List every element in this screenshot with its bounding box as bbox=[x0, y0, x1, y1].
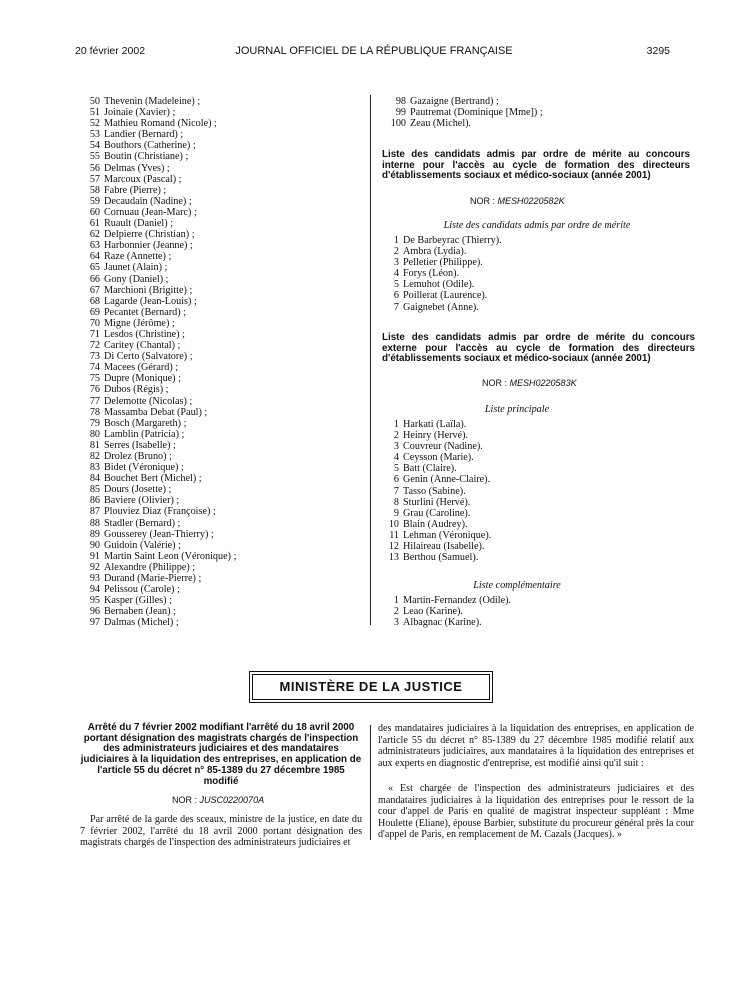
list-item bbox=[381, 463, 491, 474]
list-item bbox=[381, 508, 491, 519]
list-item bbox=[82, 440, 342, 451]
item-number: 7 bbox=[393, 485, 399, 497]
item-number: 58 bbox=[89, 184, 100, 196]
item-name: Gazaigne (Bertrand) ; bbox=[410, 96, 499, 107]
item-name: Genin (Anne-Claire). bbox=[403, 474, 491, 486]
list-item bbox=[82, 518, 342, 529]
item-name: Harbonnier (Jeanne) ; bbox=[104, 240, 193, 252]
list-item bbox=[82, 129, 342, 140]
nor-code: MESH0220582K bbox=[497, 196, 565, 206]
item-name: Di Certo (Salvatore) ; bbox=[104, 351, 193, 363]
item-name: Pelissou (Carole) ; bbox=[104, 584, 180, 596]
liste-complementaire-caption: Liste complémentaire bbox=[473, 580, 561, 591]
item-number: 69 bbox=[89, 306, 100, 318]
list-item bbox=[82, 251, 342, 262]
item-number: 1 bbox=[393, 419, 399, 430]
item-number: 80 bbox=[89, 428, 100, 440]
item-name: Jaunet (Alain) ; bbox=[104, 262, 168, 274]
column-divider bbox=[370, 725, 371, 840]
item-number: 13 bbox=[388, 552, 399, 564]
item-number: 2 bbox=[393, 246, 399, 258]
item-number: 12 bbox=[388, 541, 399, 553]
item-name: Mathieu Romand (Nicole) ; bbox=[104, 118, 217, 130]
list-item bbox=[381, 441, 491, 452]
nor-label: NOR : bbox=[470, 196, 496, 206]
nor-code: JUSC0220070A bbox=[199, 795, 265, 805]
list-item bbox=[82, 529, 342, 540]
item-name: Plouviez Diaz (Françoise) ; bbox=[104, 506, 216, 518]
list-item bbox=[82, 274, 342, 285]
list-item bbox=[82, 340, 342, 351]
item-number: 83 bbox=[89, 462, 100, 474]
item-name: Guidoin (Valérie) ; bbox=[104, 539, 181, 551]
item-name: Blain (Audrey). bbox=[403, 518, 468, 530]
item-number: 65 bbox=[89, 262, 100, 274]
item-name: Berthou (Samuel). bbox=[403, 552, 479, 564]
item-number: 57 bbox=[89, 173, 100, 185]
list-item bbox=[381, 257, 502, 268]
item-name: Albagnac (Karine). bbox=[403, 617, 482, 629]
item-number: 89 bbox=[89, 528, 100, 540]
list-item bbox=[82, 584, 342, 595]
item-number: 95 bbox=[89, 595, 100, 607]
item-number: 81 bbox=[89, 439, 100, 451]
item-name: Delmas (Yves) ; bbox=[104, 162, 170, 174]
item-name: Baviere (Olivier) ; bbox=[104, 495, 180, 507]
list-item bbox=[82, 240, 342, 251]
item-number: 3 bbox=[393, 617, 399, 629]
item-name: De Barbeyrac (Thierry). bbox=[403, 235, 502, 246]
item-name: Lagarde (Jean-Louis) ; bbox=[104, 295, 197, 307]
section-externe-nor bbox=[482, 378, 577, 388]
list-item bbox=[381, 235, 502, 246]
item-name: Delpierre (Christian) ; bbox=[104, 229, 195, 241]
item-number: 5 bbox=[393, 463, 399, 475]
list-item bbox=[381, 541, 491, 552]
list-item bbox=[82, 462, 342, 473]
item-number: 97 bbox=[89, 617, 100, 629]
nor-code: MESH0220583K bbox=[509, 378, 577, 388]
list-item bbox=[381, 486, 491, 497]
item-number: 66 bbox=[89, 273, 100, 285]
item-number: 59 bbox=[89, 195, 100, 207]
arrete-paragraph-1: Par arrêté de la garde des sceaux, ministre de la justice, en date du 7 février 2002, l'arrêté du 18 avril 2000 portant désignation des magistrats chargés de l'inspection des administrateurs judiciaires et bbox=[80, 814, 362, 848]
item-number: 4 bbox=[393, 268, 399, 280]
item-name: Joinaie (Xavier) ; bbox=[104, 107, 176, 119]
item-name: Decaudain (Nadine) ; bbox=[104, 195, 192, 207]
item-name: Durand (Marie-Pierre) ; bbox=[104, 573, 202, 585]
item-number: 7 bbox=[393, 301, 399, 313]
item-number: 61 bbox=[89, 218, 100, 230]
list-item bbox=[82, 562, 342, 573]
list-item bbox=[381, 419, 491, 430]
list-item bbox=[82, 617, 342, 628]
item-number: 1 bbox=[393, 235, 399, 246]
item-name: Dalmas (Michel) ; bbox=[104, 617, 179, 629]
arrete-nor bbox=[172, 795, 264, 805]
list-item bbox=[82, 207, 342, 218]
item-number: 92 bbox=[89, 561, 100, 573]
list-item bbox=[381, 474, 491, 485]
item-number: 56 bbox=[89, 162, 100, 174]
item-name: Landier (Bernard) ; bbox=[104, 129, 184, 141]
item-number: 6 bbox=[393, 290, 399, 302]
item-name: Dupre (Monique) ; bbox=[104, 373, 181, 385]
item-name: Martin Saint Leon (Véronique) ; bbox=[104, 550, 237, 562]
page-header bbox=[0, 0, 748, 57]
list-item bbox=[82, 329, 342, 340]
list-item bbox=[381, 430, 491, 441]
list-item bbox=[82, 573, 342, 584]
list-item bbox=[82, 163, 342, 174]
list-item bbox=[82, 351, 342, 362]
list-item bbox=[381, 497, 491, 508]
item-name: Gousserey (Jean-Thierry) ; bbox=[104, 528, 214, 540]
item-name: Pautremat (Dominique [Mme]) ; bbox=[410, 107, 543, 119]
item-number: 79 bbox=[89, 417, 100, 429]
list-item bbox=[82, 96, 342, 107]
list-item bbox=[82, 285, 342, 296]
item-number: 62 bbox=[89, 229, 100, 241]
item-name: Batt (Claire). bbox=[403, 463, 457, 475]
list-item bbox=[381, 552, 491, 563]
list-item bbox=[82, 107, 342, 118]
list-item bbox=[381, 452, 491, 463]
liste-principale bbox=[381, 419, 491, 563]
column-divider bbox=[370, 95, 371, 625]
item-number: 91 bbox=[89, 550, 100, 562]
section-interne-list bbox=[381, 235, 502, 313]
item-name: Ruault (Daniel) ; bbox=[104, 218, 174, 230]
header-date: 20 février 2002 bbox=[75, 45, 146, 57]
item-number: 78 bbox=[89, 406, 100, 418]
list-item bbox=[82, 140, 342, 151]
item-name: Marchioni (Brigitte) ; bbox=[104, 284, 193, 296]
item-number: 71 bbox=[89, 328, 100, 340]
item-number: 4 bbox=[393, 452, 399, 464]
item-name: Heinry (Hervé). bbox=[403, 430, 469, 442]
list-item bbox=[381, 279, 502, 290]
item-number: 75 bbox=[89, 373, 100, 385]
list-item bbox=[82, 185, 342, 196]
list-item bbox=[388, 118, 543, 129]
item-name: Cornuau (Jean-Marc) ; bbox=[104, 206, 197, 218]
list-item bbox=[381, 246, 502, 257]
item-number: 72 bbox=[89, 340, 100, 352]
item-name: Lamblin (Patricia) ; bbox=[104, 428, 185, 440]
item-name: Hilaireau (Isabelle). bbox=[403, 541, 485, 553]
item-number: 86 bbox=[89, 495, 100, 507]
item-number: 63 bbox=[89, 240, 100, 252]
item-number: 2 bbox=[393, 430, 399, 442]
list-item bbox=[82, 451, 342, 462]
arrete-paragraph-2: des mandataires judiciaires à la liquidation des entreprises, en application de l'article 55 du décret n° 85-1389 du 27 décembre 1985 modifié relatif aux administrateurs judiciaires, aux mandataires à la liquidation des entreprises et aux experts en diagnostic d'entreprise, est modifié ainsi qu'il suit : bbox=[378, 723, 694, 769]
list-item bbox=[82, 218, 342, 229]
item-name: Bouchet Bert (Michel) ; bbox=[104, 473, 202, 485]
arrete-title: Arrêté du 7 février 2002 modifiant l'arrêté du 18 avril 2000 portant désignation des magistrats chargés de l'inspection des administrateurs judiciaires et des mandataires judiciaires à la liquidation des entreprises, en application de l'article 55 du décret n° 85-1389 du 27 décembre 1985 modifié bbox=[80, 722, 362, 787]
item-name: Thevenin (Madeleine) ; bbox=[104, 96, 201, 107]
item-number: 85 bbox=[89, 484, 100, 496]
item-number: 3 bbox=[393, 257, 399, 269]
item-number: 68 bbox=[89, 295, 100, 307]
item-number: 51 bbox=[89, 107, 100, 119]
item-name: Gaignebet (Anne). bbox=[403, 301, 479, 313]
item-number: 73 bbox=[89, 351, 100, 363]
list-item bbox=[82, 407, 342, 418]
item-number: 67 bbox=[89, 284, 100, 296]
item-name: Ambra (Lydia). bbox=[403, 246, 467, 258]
left-candidate-list bbox=[82, 96, 342, 629]
item-name: Bosch (Margareth) ; bbox=[104, 417, 187, 429]
list-item bbox=[388, 107, 543, 118]
list-item bbox=[82, 384, 342, 395]
list-item bbox=[82, 429, 342, 440]
section-interne-nor bbox=[470, 196, 565, 206]
item-number: 3 bbox=[393, 441, 399, 453]
list-item bbox=[82, 595, 342, 606]
item-number: 88 bbox=[89, 517, 100, 529]
item-number: 87 bbox=[89, 506, 100, 518]
item-number: 2 bbox=[393, 606, 399, 618]
item-name: Lesdos (Christine) ; bbox=[104, 328, 185, 340]
item-name: Pelletier (Philippe). bbox=[403, 257, 483, 269]
list-item bbox=[381, 519, 491, 530]
item-number: 98 bbox=[395, 96, 406, 107]
list-item bbox=[82, 362, 342, 373]
item-name: Zeau (Michel). bbox=[410, 118, 472, 130]
item-name: Migne (Jérôme) ; bbox=[104, 317, 175, 329]
item-name: Tasso (Sabine). bbox=[403, 485, 466, 497]
item-name: Ceysson (Marie). bbox=[403, 452, 474, 464]
item-name: Massamba Debat (Paul) ; bbox=[104, 406, 208, 418]
item-name: Bidet (Véronique) ; bbox=[104, 462, 184, 474]
ministry-heading: MINISTÈRE DE LA JUSTICE bbox=[252, 674, 490, 700]
item-name: Dours (Josette) ; bbox=[104, 484, 172, 496]
header-page-number: 3295 bbox=[646, 45, 670, 57]
item-number: 6 bbox=[393, 474, 399, 486]
list-item bbox=[82, 551, 342, 562]
list-item bbox=[82, 373, 342, 384]
nor-label: NOR : bbox=[172, 795, 198, 805]
list-item bbox=[381, 595, 511, 606]
list-item bbox=[82, 174, 342, 185]
item-number: 77 bbox=[89, 395, 100, 407]
item-name: Harkati (Laïla). bbox=[403, 419, 467, 430]
item-number: 52 bbox=[89, 118, 100, 130]
item-name: Poillerat (Laurence). bbox=[403, 290, 488, 302]
item-number: 64 bbox=[89, 251, 100, 263]
item-name: Raze (Annette) ; bbox=[104, 251, 172, 263]
list-item bbox=[82, 396, 342, 407]
item-name: Kasper (Gilles) ; bbox=[104, 595, 172, 607]
list-item bbox=[82, 296, 342, 307]
list-item bbox=[82, 196, 342, 207]
item-name: Martin-Fernandez (Odile). bbox=[403, 595, 512, 606]
item-name: Caritey (Chantal) ; bbox=[104, 340, 181, 352]
list-item bbox=[381, 606, 511, 617]
list-item bbox=[82, 418, 342, 429]
section-interne-title: Liste des candidats admis par ordre de mérite au concours interne pour l'accès au cycle de formation des directeurs d'établissements sociaux et médico-sociaux (année 2001) bbox=[382, 149, 690, 182]
item-number: 82 bbox=[89, 451, 100, 462]
item-number: 55 bbox=[89, 151, 100, 163]
item-name: Dubos (Régis) ; bbox=[104, 384, 169, 396]
item-number: 90 bbox=[89, 539, 100, 551]
list-item bbox=[82, 151, 342, 162]
item-number: 5 bbox=[393, 279, 399, 291]
nor-label: NOR : bbox=[482, 378, 508, 388]
list-item bbox=[381, 290, 502, 301]
item-name: Lehman (Véronique). bbox=[403, 529, 492, 541]
list-item bbox=[82, 484, 342, 495]
item-name: Grau (Caroline). bbox=[403, 507, 471, 519]
item-name: Fabre (Pierre) ; bbox=[104, 184, 167, 196]
list-item bbox=[82, 262, 342, 273]
item-name: Lemuhot (Odile). bbox=[403, 279, 475, 291]
item-number: 94 bbox=[89, 584, 100, 596]
list-item bbox=[381, 268, 502, 279]
item-number: 60 bbox=[89, 206, 100, 218]
list-item bbox=[82, 318, 342, 329]
item-number: 53 bbox=[89, 129, 100, 141]
item-number: 100 bbox=[390, 118, 406, 130]
item-number: 1 bbox=[393, 595, 399, 606]
list-item bbox=[82, 229, 342, 240]
item-number: 70 bbox=[89, 317, 100, 329]
header-journal-title: JOURNAL OFFICIEL DE LA RÉPUBLIQUE FRANÇAISE bbox=[235, 45, 513, 57]
item-number: 74 bbox=[89, 362, 100, 374]
liste-principale-caption: Liste principale bbox=[484, 404, 550, 415]
item-name: Serres (Isabelle) ; bbox=[104, 439, 176, 451]
item-name: Drolez (Bruno) ; bbox=[104, 451, 172, 462]
item-number: 96 bbox=[89, 606, 100, 618]
list-item bbox=[82, 606, 342, 617]
right-continuation-list bbox=[388, 96, 543, 129]
item-name: Stadler (Bernard) ; bbox=[104, 517, 181, 529]
item-name: Forys (Léon). bbox=[403, 268, 460, 280]
list-item bbox=[381, 302, 502, 313]
item-number: 84 bbox=[89, 473, 100, 485]
list-item bbox=[82, 495, 342, 506]
item-name: Gony (Daniel) ; bbox=[104, 273, 169, 285]
list-item bbox=[82, 307, 342, 318]
item-number: 54 bbox=[89, 140, 100, 152]
item-name: Sturlini (Hervé). bbox=[403, 496, 471, 508]
item-name: Pecantet (Bernard) ; bbox=[104, 306, 187, 318]
item-number: 76 bbox=[89, 384, 100, 396]
item-name: Bouthors (Catherine) ; bbox=[104, 140, 196, 152]
item-name: Delemotte (Nicolas) ; bbox=[104, 395, 193, 407]
list-item bbox=[82, 118, 342, 129]
item-name: Macees (Gérard) ; bbox=[104, 362, 179, 374]
item-name: Alexandre (Philippe) ; bbox=[104, 561, 196, 573]
item-number: 8 bbox=[393, 496, 399, 508]
list-item bbox=[82, 506, 342, 517]
item-name: Boutin (Christiane) ; bbox=[104, 151, 189, 163]
item-name: Marcoux (Pascal) ; bbox=[104, 173, 182, 185]
item-number: 10 bbox=[388, 518, 399, 530]
list-item bbox=[381, 530, 491, 541]
item-number: 50 bbox=[89, 96, 100, 107]
item-number: 93 bbox=[89, 573, 100, 585]
arrete-paragraph-3: « Est chargée de l'inspection des administrateurs judiciaires et des mandataires judiciaires à la liquidation des entreprises pour le ressort de la cour d'appel de Paris en qualité de magistrat inspecteur suppléant : Mme Houlette (Eliane), épouse Barbier, substitute du procureur général près la cour d'appel de Paris, en remplacement de M. Cazals (Jacques). » bbox=[378, 783, 694, 840]
item-number: 9 bbox=[393, 507, 399, 519]
item-number: 99 bbox=[395, 107, 406, 119]
liste-complementaire bbox=[381, 595, 511, 628]
list-item bbox=[381, 617, 511, 628]
list-item bbox=[82, 473, 342, 484]
section-interne-caption: Liste des candidats admis par ordre de mérite bbox=[443, 220, 631, 231]
section-externe-title: Liste des candidats admis par ordre de mérite du concours externe pour l'accès au cycle de formation des directeurs d'établissements sociaux et médico-sociaux (année 2001) bbox=[382, 332, 695, 365]
item-number: 11 bbox=[389, 529, 399, 541]
list-item bbox=[388, 96, 543, 107]
item-name: Couvreur (Nadine). bbox=[403, 441, 483, 453]
list-item bbox=[82, 540, 342, 551]
item-name: Leao (Karine). bbox=[403, 606, 463, 618]
item-name: Bernaben (Jean) ; bbox=[104, 606, 176, 618]
